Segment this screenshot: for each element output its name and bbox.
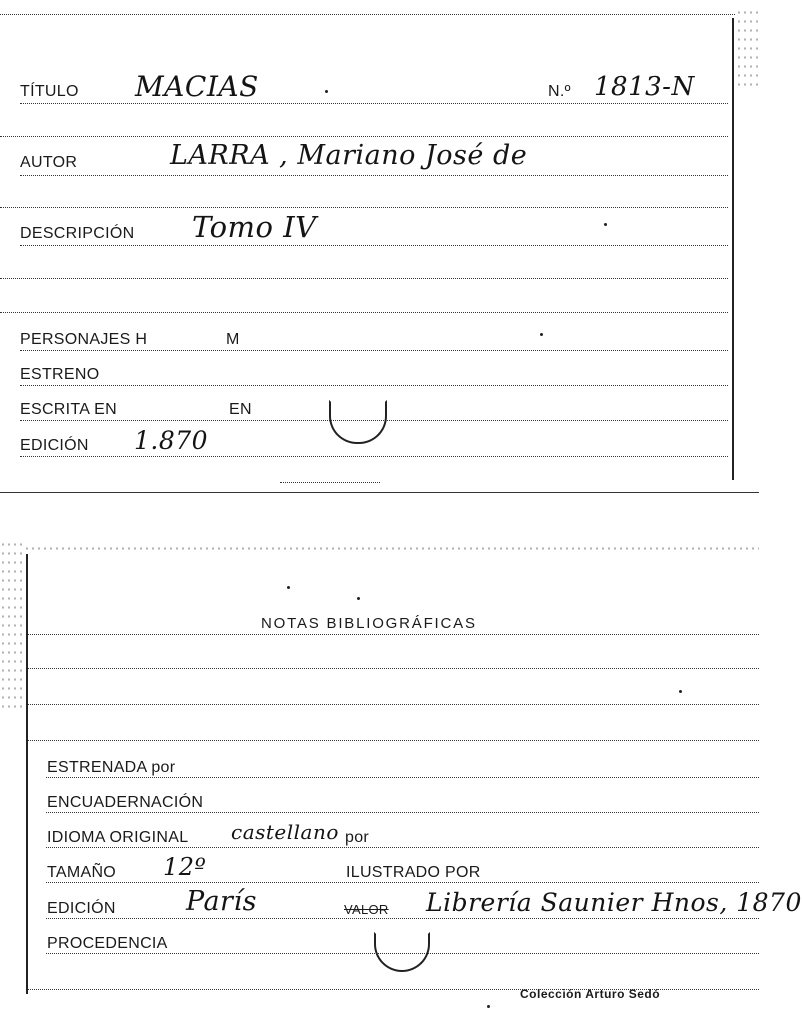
autor-value: LARRA , Mariano José de (170, 140, 528, 171)
rule-4 (0, 207, 728, 208)
idioma-label: IDIOMA ORIGINAL (47, 829, 189, 846)
heading-rule (28, 634, 759, 635)
procedencia-label: PROCEDENCIA (47, 935, 168, 952)
rule-2 (0, 136, 728, 137)
titulo-value: MACIAS (135, 70, 259, 103)
bottom-stub (280, 482, 380, 483)
speck (357, 597, 360, 600)
estreno-rule (20, 385, 728, 386)
encuadernacion-label: ENCUADERNACIÓN (47, 794, 204, 811)
catalog-card-back (0, 540, 802, 1028)
speck (604, 223, 607, 226)
speck (679, 690, 682, 693)
edicion-rule (20, 456, 728, 457)
titulo-rule (20, 103, 728, 104)
speck (325, 90, 328, 93)
en-label: EN (229, 401, 252, 418)
autor-rule (20, 175, 728, 176)
speck (287, 586, 290, 589)
descripcion-rule (20, 245, 728, 246)
punch-hole (374, 932, 430, 972)
paper-grain (736, 8, 758, 88)
tamano-rule (46, 882, 759, 883)
rule-b4 (28, 740, 759, 741)
idioma-rule (46, 847, 759, 848)
right-border (732, 18, 734, 480)
editor-value: Librería Saunier Hnos, 1870 (426, 888, 802, 917)
card-bottom-edge (0, 492, 759, 493)
valor-label: VALOR (344, 902, 389, 917)
edicion-rule-back (46, 918, 759, 919)
estreno-label: ESTRENO (20, 366, 100, 383)
punch-hole (329, 400, 387, 444)
speck (487, 1005, 490, 1008)
speck (540, 333, 543, 336)
rule-b3 (28, 704, 759, 705)
rule-7 (0, 312, 728, 313)
paper-grain (0, 540, 24, 710)
titulo-label: TÍTULO (20, 83, 79, 100)
personajes-m-label: M (226, 331, 240, 348)
descripcion-label: DESCRIPCIÓN (20, 225, 135, 242)
estrenada-label: ESTRENADA por (47, 759, 176, 776)
descripcion-value: Tomo IV (192, 210, 317, 244)
collection-footer: Colección Arturo Sedó (520, 987, 661, 1001)
idioma-por-label: por (345, 829, 370, 846)
back-edicion-label: EDICIÓN (47, 900, 116, 917)
edicion-value: 1.870 (134, 426, 209, 455)
encuadernacion-rule (46, 812, 759, 813)
numero-label: N.º (548, 83, 571, 100)
numero-value: 1813-N (594, 72, 695, 102)
idioma-value: castellano (231, 820, 339, 844)
tamano-value: 12º (163, 853, 207, 881)
ilustrado-label: ILUSTRADO POR (346, 864, 481, 881)
back-edicion-value: París (186, 886, 257, 917)
top-edge (0, 14, 735, 15)
tamano-label: TAMAÑO (47, 864, 117, 881)
notas-heading: NOTAS BIBLIOGRÁFICAS (261, 615, 477, 632)
rule-6 (0, 278, 728, 279)
personajes-label: PERSONAJES H (20, 331, 148, 348)
edicion-label: EDICIÓN (20, 437, 89, 454)
paper-grain (24, 544, 759, 554)
personajes-rule (20, 350, 728, 351)
left-border (26, 554, 28, 994)
escrita-label: ESCRITA EN (20, 401, 117, 418)
rule-b2 (28, 668, 759, 669)
estrenada-rule (46, 777, 759, 778)
catalog-card-front (0, 0, 759, 495)
autor-label: AUTOR (20, 154, 78, 171)
